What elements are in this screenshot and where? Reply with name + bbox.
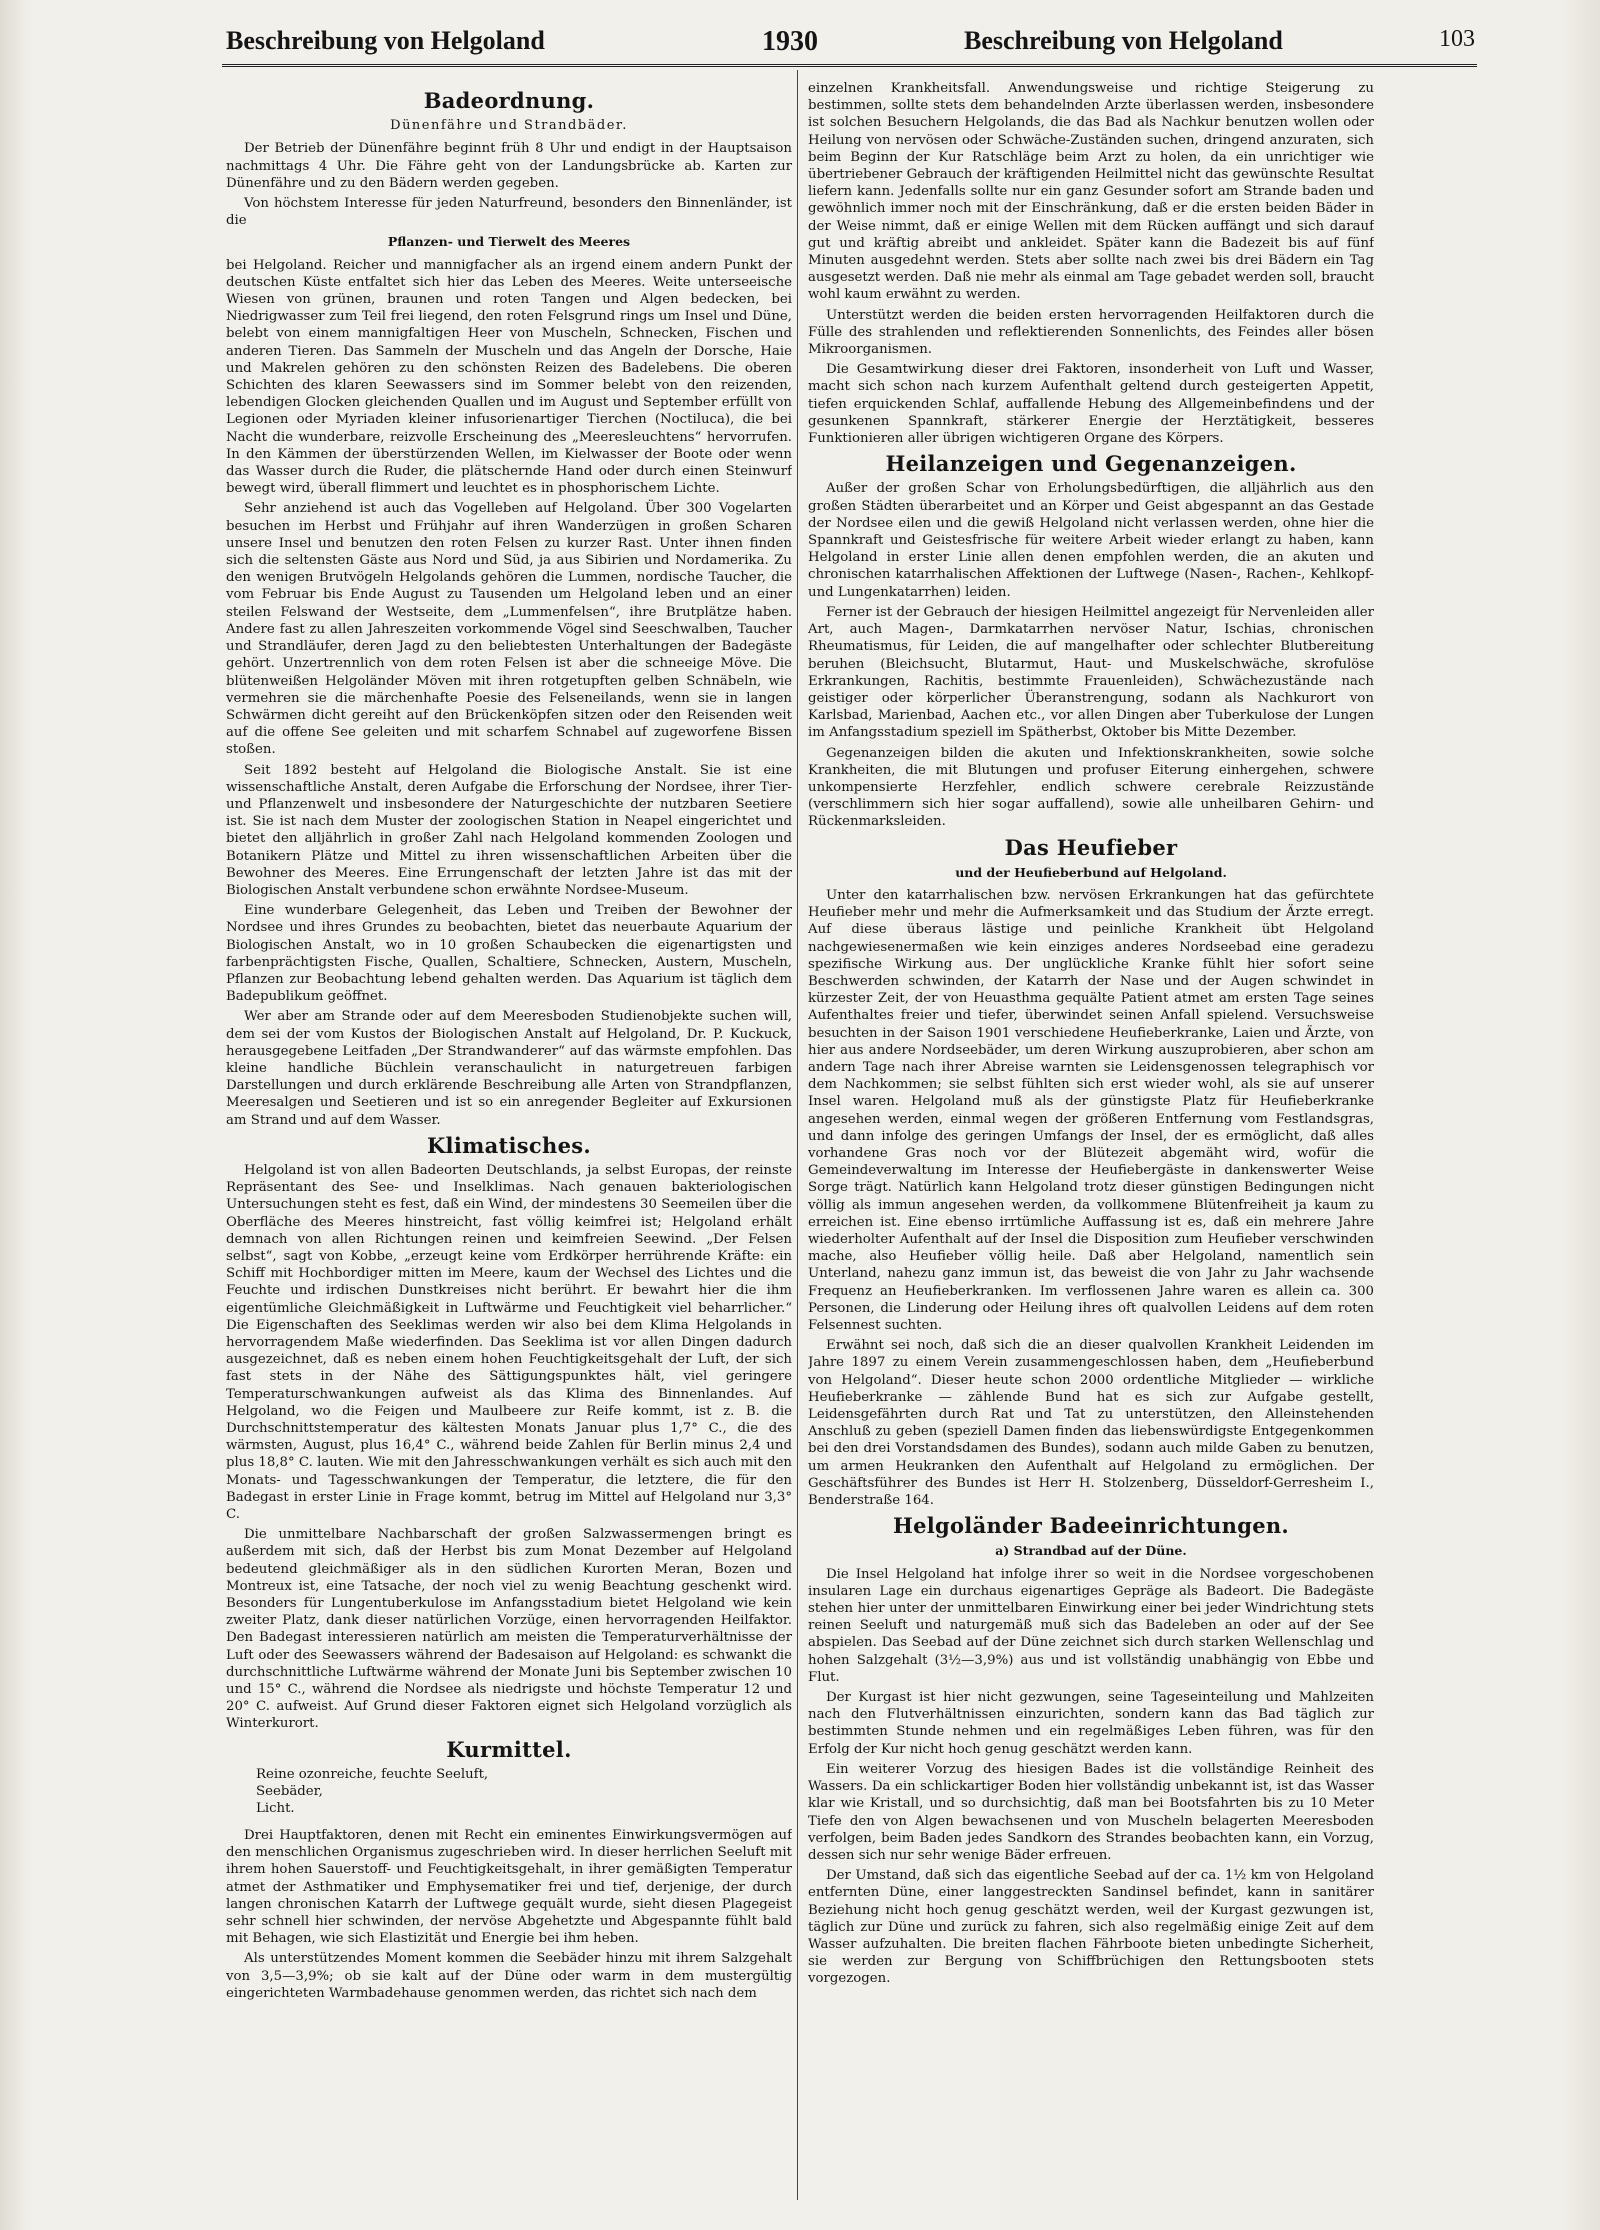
paragraph: Unterstützt werden die beiden ersten hervorragenden Heilfaktoren durch die Fülle des strahlenden und reflektierenden Sonnenlichts, des Feindes aller bösen Mikroorganismen. <box>808 307 1374 358</box>
section-title-heufieber: Das Heufieber <box>1004 834 1178 860</box>
paragraph: Die Gesamtwirkung dieser drei Faktoren, insonderheit von Luft und Wasser, macht sich schon nach kurzem Aufenthalt geltend durch gesteigerten Appetit, tiefen erquickenden Schlaf, auffallende Hebung des Allgemeinbefindens und der gesunkenen Spannkraft, stärkerer Energie der Herztätigkeit, besseres Funktionieren aller übrigen wichtigeren Organe des Körpers. <box>808 362 1374 447</box>
paragraph: bei Helgoland. Reicher und mannigfacher als an irgend einem andern Punkt der deutschen Küste entfaltet sich hier das Leben des Meeres. Weite unterseeische Wiesen von grünen, braunen und roten Tangen und Algen bedecken, bei Niedrigwasser zum Teil frei liegend, den roten Felsgrund rings um Insel und Düne, belebt von einem mannigfaltigen Heer von Muscheln, Schnecken, Fischen und anderen Tieren. Das Sammeln der Muscheln und das Angeln der Dorsche, Haie und Makrelen gehören zu den schönsten Reizen des Badelebens. Die oberen Schichten des klaren Seewassers sind im Sommer belebt von den reizenden, lebendigen Glocken gleichenden Quallen und im August und September erfüllt von Legionen oder Myriaden kleiner infusorienartiger Tierchen (Noctiluca), die bei Nacht die wunderbare, reizvolle Erscheinung des „Meeresleuchtens“ hervorrufen. In den Kämmen der überstürzenden Wellen, im Kielwasser der Boote oder wenn das Wasser durch die Ruder, die plätschernde Hand oder durch einen Steinwurf bewegt wird, überall flimmert und leuchtet es in phosphorischem Lichte. <box>226 257 792 497</box>
paragraph: Als unterstützendes Moment kommen die Seebäder hinzu mit ihrem Salzgehalt von 3,5—3,9%; ob sie kalt auf der Düne oder warm in dem mustergültig eingerichteten Warmbadehause genommen werden, das richtet sich nach dem <box>226 1951 792 2001</box>
paragraph: einzelnen Krankheitsfall. Anwendungsweise und richtige Steigerung zu bestimmen, sollte stets dem behandelnden Arzte überlassen werden, insbesondere ist solchen Besuchern Helgolands, die das Bad als Nachkur benutzen wollen oder Heilung von nervösen oder Schwäche-Zuständen suchen, dringend anzuraten, sich beim Beginn der Kur Ratschläge beim Arzt zu holen, da ein unrichtiger wie übertriebener Gebrauch der kräftigenden Heilmittel nicht das gewünschte Resultat liefern kann. Jedenfalls sollte nur ein ganz Gesunder sofort am Strande baden und gewöhnlich immer noch mit der Einschränkung, daß er die ersten beiden Bäder in der Weise nimmt, daß er einige Wellen mit dem Rücken auffängt und sich darauf gut und kräftig abreibt und ankleidet. Später kann die Badezeit bis auf fünf Minuten ausgedehnt werden. Stets aber sollte nach zwei bis drei Bädern ein Tag ausgesetzt werden. Daß nie mehr als einmal am Tage gebadet werden soll, braucht wohl kaum erwähnt zu werden. <box>808 81 1374 303</box>
section-subtitle: a) Strandbad auf der Düne. <box>995 1543 1187 1559</box>
paragraph: Außer der großen Schar von Erholungsbedürftigen, die alljährlich aus den großen Städten überarbeitet und an Körper und Geist abgespannt an das Gestade der Nordsee eilen und die gewiß Helgoland nicht verlassen werden, ohne hier die Spannkraft und Geistesfrische für weitere Arbeit wieder erlangt zu haben, kann Helgoland in erster Linie allen denen empfohlen werden, die an akuten und chronischen katarrhalischen Affektionen der Luftwege (Nasen-, Rachen-, Kehlkopf- und Lungenkatarrhen) leiden. <box>808 481 1374 600</box>
section-subtitle: Dünenfähre und Strandbäder. <box>390 118 628 134</box>
list-item: Seebäder, <box>256 1783 323 1799</box>
paragraph: Erwähnt sei noch, daß sich die an dieser qualvollen Krankheit Leidenden im Jahre 1897 zu einem Verein zusammengeschlossen haben, dem „Heufieberbund von Helgoland“. Dieser heute schon 2000 ordentliche Mitglieder — wirkliche Heufieberkranke — zählende Bund hat es sich zur Aufgabe gestellt, Leidensgefährten durch Rat und Tat zu unterstützen, den Alleinstehenden Anschluß zu geben (speziell Damen finden das liebenswürdigste Entgegenkommen bei den drei Vorstandsdamen des Bundes), sodann auch milde Gaben zu benutzen, um armen Heukranken den Aufenthalt auf Helgoland zu ermöglichen. Der Geschäftsführer des Bundes ist Herr H. Stolzenberg, Düsseldorf-Gerresheim I., Benderstraße 164. <box>808 1338 1374 1509</box>
section-title-badeordnung: Badeordnung. <box>423 88 595 113</box>
paragraph: Der Betrieb der Dünenfähre beginnt früh 8 Uhr und endigt in der Hauptsaison nachmittags 4 Uhr. Die Fähre geht von der Landungsbrücke ab. Karten zur Dünenfähre und zu den Bädern werden gegeben. <box>226 141 792 191</box>
kurmittel-list <box>256 1766 792 1817</box>
list-item: Reine ozonreiche, feuchte Seeluft, <box>256 1766 489 1782</box>
paragraph: Unter den katarrhalischen bzw. nervösen Erkrankungen hat das gefürchtete Heufieber mehr und mehr die Aufmerksamkeit und das Studium der Ärzte erregt. Auf diese überaus lästige und peinliche Krankheit übt Helgoland nachgewiesenermaßen wie kein einziges anderes Nordseebad eine geradezu spezifische Wirkung aus. Der unglückliche Kranke fühlt hier sofort seine Beschwerden schwinden, der Katarrh der Nase und der Augen schwindet in kürzester Zeit, der von Heuasthma gequälte Patient atmet am ersten Tage seines Aufenthaltes freier und tiefer, überwindet seinen Anfall spielend. Versuchsweise besuchten in der Saison 1901 verschiedene Heufieberkranke, Laien und Ärzte, von hier aus andere Nordseebäder, um deren Wirkung auszuprobieren, aber schon am andern Tage nach ihrer Abreise warnten sie Leidensgenossen telegraphisch vor dem Nachkommen; sie selbst fühlten sich erst wieder wohl, als sie auf unserer Insel waren. Helgoland muß als der günstigste Platz für Heufieberkranke angesehen werden, einmal wegen der größeren Entfernung vom Festlandsgras, und dann infolge des geringen Umfangs der Insel, der es ermöglicht, daß alles vorhandene Gras noch vor der Blütezeit abgemäht wird, wofür die Gemeindeverwaltung im Interesse der Heufiebergäste in dankenswerter Weise Sorge trägt. Natürlich kann Helgoland trotz dieser günstigen Bedingungen nicht völlig als immun angesehen werden, da vollkommene Blütenfreiheit ja kaum zu erreichen ist. Eine ebenso irrtümliche Auffassung ist es, daß ein mehrere Jahre wiederholter Aufenthalt auf der Insel die Disposition zum Heufieber verschwinden mache, also Heufieber völlig heile. Daß aber Helgoland, namentlich sein Unterland, nahezu ganz immun ist, das beweist die von Jahr zu Jahr wachsende Frequenz an Heufieberkranken. Im verflossenen Jahre waren es allein ca. 300 Personen, die Linderung oder Heilung ihres oft qualvollen Leidens auf dem roten Felsennest suchten. <box>808 887 1374 1334</box>
header-left-title: Beschreibung von Helgoland <box>226 26 545 55</box>
paragraph: Ferner ist der Gebrauch der hiesigen Heilmittel angezeigt für Nervenleiden aller Art, auch Magen-, Darmkatarrhen nervöser Natur, Ischias, chronischen Rheumatismus, für Leiden, die auf mangelhafter oder schlechter Blutbereitung beruhen (Bleichsucht, Blutarmut, Haut- und Muskelschwäche, skrofulöse Erkrankungen, Rachitis, bestimmte Frauenleiden), Schwächezustände nach geistiger oder körperlicher Überanstrengung, sodann als Nachkurort von Karlsbad, Marienbad, Aachen etc., vor allen Dingen aber Tuberkulose der Lungen im Anfangsstadium speziell im Spätherbst, Oktober bis Mitte Dezember. <box>808 604 1374 741</box>
page-number: 103 <box>1439 26 1475 52</box>
subheading-pflanzen: Pflanzen- und Tierwelt des Meeres <box>387 234 631 250</box>
paragraph: Seit 1892 besteht auf Helgoland die Biologische Anstalt. Sie ist eine wissenschaftliche Anstalt, deren Aufgabe die Erforschung der Nordsee, ihrer Tier- und Pflanzenwelt und insbesondere der Naturgeschichte der nutzbaren Seetiere ist. Sie ist nach dem Muster der zoologischen Station in Neapel eingerichtet und bietet den alljährlich in großer Zahl nach Helgoland kommenden Zoologen und Botanikern Plätze und Mittel zu ihren wissenschaftlichen Arbeiten über die Bewohner des Meeres. Eine Errungenschaft der letzten Jahre ist das mit der Biologischen Anstalt verbundene schon erwähnte Nordsee-Museum. <box>226 762 792 898</box>
section-title-kurmittel: Kurmittel. <box>446 1736 572 1762</box>
paragraph: Eine wunderbare Gelegenheit, das Leben und Treiben der Bewohner der Nordsee und ihres Grundes zu beobachten, bietet das neuerbaute Aquarium der Biologischen Anstalt, wo in 10 großen Schaubecken die eigenartigsten und farbenprächtigsten Fische, Quallen, Schaltiere, Schnecken, Austern, Muscheln, Pflanzen zur Beobachtung lebend gehalten werden. Das Aquarium ist täglich dem Badepublikum geöffnet. <box>226 903 792 1005</box>
paragraph: Wer aber am Strande oder auf dem Meeresboden Studienobjekte suchen will, dem sei der vom Kustos der Biologischen Anstalt auf Helgoland, Dr. P. Kuckuck, herausgegebene Leitfaden „Der Strandwanderer“ auf das wärmste empfohlen. Das kleine handliche Büchlein veranschaulicht in naturgetreuen farbigen Darstellungen und durch erklärende Beschreibung alle Arten von Strandpflanzen, Meeresalgen und Seetieren und ist so ein anregender Begleiter auf Exkursionen am Strand und auf dem Wasser. <box>226 1009 792 1128</box>
left-column <box>226 84 792 2200</box>
section-title-klimatisches: Klimatisches. <box>427 1132 591 1158</box>
paragraph: Sehr anziehend ist auch das Vogelleben auf Helgoland. Über 300 Vogelarten besuchen im Herbst und Frühjahr auf ihren Wanderzügen in großen Scharen unsere Insel und benutzen den roten Felsen zu kurzer Rast. Unter ihnen finden sich die seltensten Gäste aus Nord und Süd, ja aus Sibirien und Nordamerika. Zu den wenigen Brutvögeln Helgolands gehören die Lummen, nordische Taucher, die vom Februar bis Ende August zu Tausenden um Helgoland leben und an einer steilen Felswand der Westseite, dem „Lummenfelsen“, ihre Brutplätze haben. Andere fast zu allen Jahreszeiten vorkommende Vögel sind Seeschwalben, Taucher und Strandläufer, deren Jagd zu den beliebtesten Unterhaltungen der Badegäste gehört. Unzertrennlich von dem roten Felsen ist aber die schneeige Möve. Die blütenweißen Helgoländer Möven mit ihren rotgetupften gelben Schnäbeln, wie vermehren sie die märchenhafte Poesie des Felseneilands, wenn sie in langen Schwärmen dicht gereiht auf den Brückenköpfen sitzen oder den Reisenden weit auf die offene See geleiten und mit scharfem Schnabel auf zugeworfene Bissen stoßen. <box>226 501 792 758</box>
list-item: Licht. <box>256 1800 295 1816</box>
page-header <box>222 20 1477 67</box>
paragraph: Die Insel Helgoland hat infolge ihrer so weit in die Nordsee vorgeschobenen insularen Lage ein durchaus eigenartiges Gepräge als Badeort. Die Badegäste stehen hier unter der unmittelbaren Einwirkung einer bei jeder Windrichtung stets reinen Seeluft und naturgemäß muß sich das Badeleben an oder auf der See abspielen. Das Seebad auf der Düne zeichnet sich durch starken Wellenschlag und hohen Salzgehalt (3½—3,9%) aus und ist vollständig unabhängig von Ebbe und Flut. <box>808 1566 1374 1685</box>
paragraph: Der Umstand, daß sich das eigentliche Seebad auf der ca. 1½ km von Helgoland entfernten Düne, einer langgestreckten Sandinsel befindet, kann in sanitärer Beziehung nicht hoch genug geschätzt werden, weil der Kurgast gezwungen ist, täglich zur Düne und zurück zu fahren, sich also regelmäßig einige Zeit auf dem Wasser aufzuhalten. Die breiten flachen Fährboote bieten unbedingte Sicherheit, sie werden zur Bergung von Schiffbrüchigen den Rettungsbooten stets vorgezogen. <box>808 1868 1374 1987</box>
section-title-badeeinrichtungen: Helgoländer Badeeinrichtungen. <box>892 1513 1290 1539</box>
paragraph: Der Kurgast ist hier nicht gezwungen, seine Tageseinteilung und Mahlzeiten nach den Flutverhältnissen einzurichten, sondern kann das Bad täglich zur bestimmten Stunde nehmen und ein regelmäßiges Leben führen, was für den Erfolg der Kur nicht hoch genug geschätzt werden kann. <box>808 1690 1374 1757</box>
paragraph: Die unmittelbare Nachbarschaft der großen Salzwassermengen bringt es außerdem mit sich, daß der Herbst bis zum Monat Dezember auf Helgoland bedeutend gleichmäßiger als in den südlichen Kurorten Meran, Bozen und Montreux ist, eine Tatsache, der noch viel zu wenig Beachtung geschenkt wird. Besonders für Lungentuberkulose im Anfangsstadium bietet Helgoland wie kein zweiter Platz, dank dieser natürlichen Vorzüge, einen hervorragenden Heilfaktor. Den Badegast interessieren natürlich am meisten die Temperaturverhältnisse der Luft oder des Seewassers während der Badesaison auf Helgoland: es schwankt die durchschnittliche Luftwärme während der Monate Juni bis September zwischen 10 und 15° C., während die Nordsee als niedrigste und höchste Temperatur 12 und 20° C. aufweist. Auf Grund dieser Faktoren eignet sich Helgoland vorzüglich als Winterkurort. <box>226 1527 792 1732</box>
header-year: 1930 <box>762 26 818 57</box>
paragraph: Ein weiterer Vorzug des hiesigen Bades ist die vollständige Reinheit des Wassers. Da ein schlickartiger Boden hier vollständig unbekannt ist, ist das Wasser klar wie Kristall, und so durchsichtig, daß man bei Bootsfahrten bis zu 10 Meter Tiefe den von Algen bewachsenen und von Muscheln belagerten Meeresboden verfolgen, beim Baden jedes Sandkorn des Strandes beobachten kann, ein Vorzug, dessen sich nur sehr wenige Bäder erfreuen. <box>808 1761 1374 1863</box>
section-title-heilanzeigen: Heilanzeigen und Gegenanzeigen. <box>885 451 1297 477</box>
paragraph: Drei Hauptfaktoren, denen mit Recht ein eminentes Einwirkungsvermögen auf den menschlichen Organismus zugeschrieben wird. In dieser herrlichen Seeluft mit ihrem hohen Sauerstoff- und Feuchtigkeitsgehalt, in ihrer gemäßigten Temperatur atmet der Asthmatiker und Emphysematiker frei und tief, derjenige, der durch langen chronischen Katarrh der Luftwege gequält wurde, sieht diesen Plagegeist sehr schnell hier schwinden, der nervöse Abgehetzte und Abgespannte fühlt bald mit Behagen, wie sich Elastizität und Energie bei ihm heben. <box>226 1827 792 1947</box>
paragraph: Von höchstem Interesse für jeden Naturfreund, besonders den Binnenländer, ist die <box>226 196 792 229</box>
paragraph: Helgoland ist von allen Badeorten Deutschlands, ja selbst Europas, der reinste Repräsentant des See- und Inselklimas. Nach genauen bakteriologischen Untersuchungen steht es fest, daß ein Wind, der mindestens 30 Seemeilen über die Oberfläche des Meeres hinstreicht, fast völlig keimfrei ist; Helgoland erhält demnach von allen Richtungen reinen und keimfreien Seewind. „Der Felsen selbst“, sagt von Kobbe, „erzeugt keine vom Erdkörper herrührende Kräfte: ein Schiff mit Hochbordiger mitten im Meere, kaum der Wechsel des Lichtes und die Feuchte und irdischen Dunstkreises nicht berührt. Er bewahrt hier die ihm eigentümliche Gleichmäßigkeit in Luftwärme und Feuchtigkeit viel beharrlicher.“ Die Eigenschaften des Seeklimas werden wir also bei dem Klima Helgolands in hervorragendem Maße wiederfinden. Das Seeklima ist vor allen Dingen dadurch ausgezeichnet, daß es neben einem hohen Feuchtigkeitsgehalt der Luft, der sich fast stets in der Nähe des Sättigungspunktes hält, viel geringere Temperaturschwankungen aufweist als das Klima des Binnenlandes. Auf Helgoland, wo die Feigen und Maulbeere zur Reife kommt, ist z. B. die Durchschnittstemperatur des kältesten Monats Januar plus 1,7° C., die des wärmsten, August, plus 16,4° C., während beide Zahlen für Berlin minus 2,4 und plus 18,8° C. lauten. Wie mit den Jahresschwankungen verhält es sich auch mit den Monats- und Tagesschwankungen der Temperatur, die letztere, die für den Badegast in erster Linie in Frage kommt, betrug im Mittel auf Helgoland nur 3,3° C. <box>226 1162 792 1523</box>
header-right-title: Beschreibung von Helgoland <box>964 26 1283 55</box>
section-subtitle: und der Heufieberbund auf Helgoland. <box>955 864 1227 880</box>
right-column <box>808 80 1374 2196</box>
column-divider <box>797 70 798 2200</box>
paragraph: Gegenanzeigen bilden die akuten und Infektionskrankheiten, sowie solche Krankheiten, die mit Blutungen und profuser Eiterung einhergehen, schwere unkompensierte Herzfehler, endlich schwere cerebrale Reizzustände (verschlimmern sich hier sogar auffallend), sowie alle unheilbaren Gehirn- und Rückenmarksleiden. <box>808 745 1374 830</box>
